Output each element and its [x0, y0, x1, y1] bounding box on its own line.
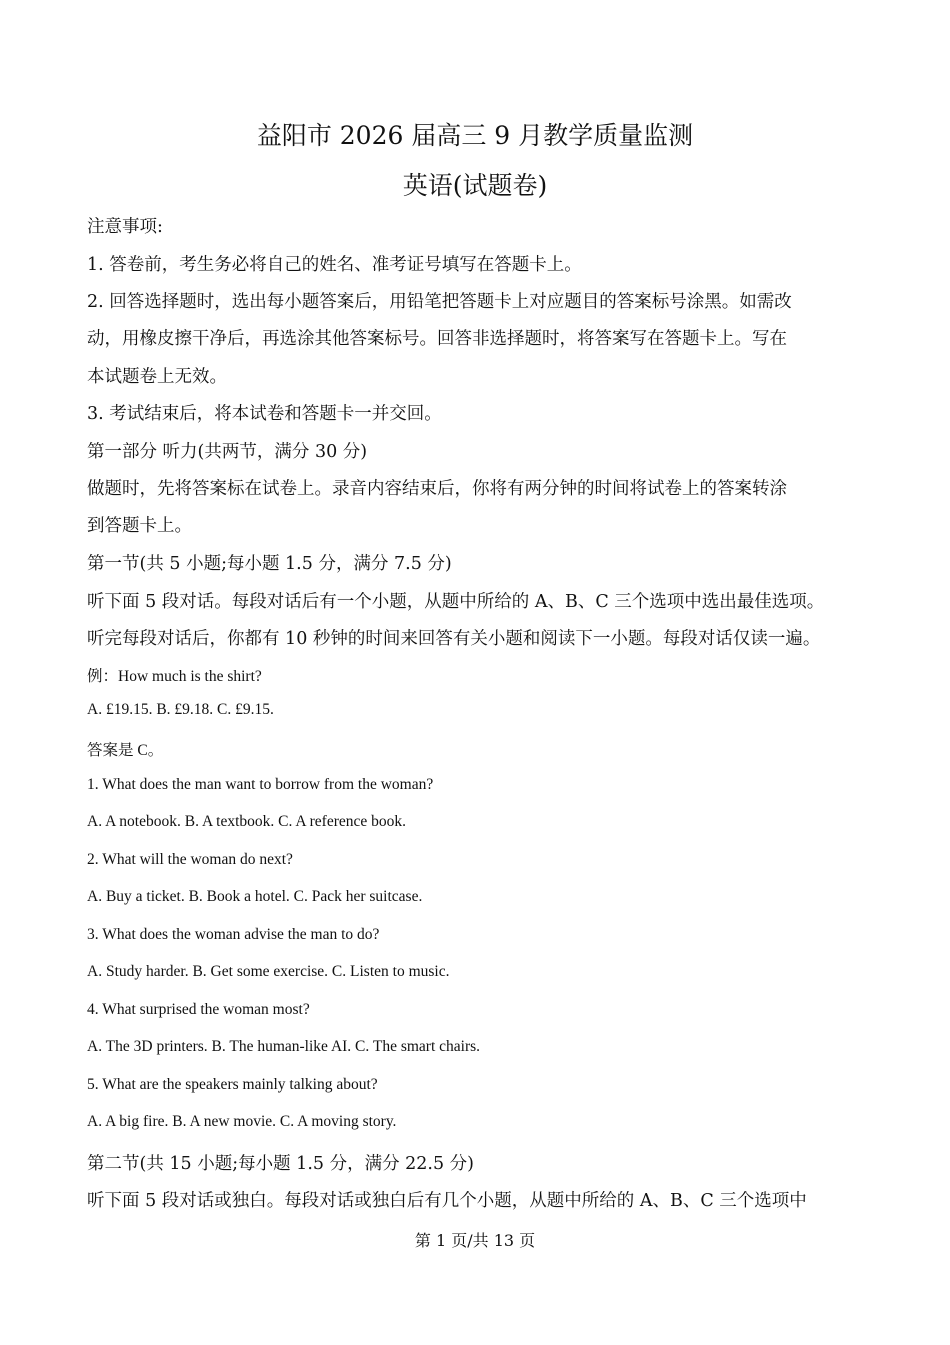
question-3-stem: 3. What does the woman advise the man to do?	[87, 926, 380, 943]
question-2-options: A. Buy a ticket. B. Book a hotel. C. Pack her suitcase.	[87, 888, 423, 905]
question-1-options: A. A notebook. B. A textbook. C. A reference book.	[87, 813, 407, 830]
part1-intro-line-1: 做题时，先将答案标在试卷上。录音内容结束后，你将有两分钟的时间将试卷上的答案转涂	[87, 479, 787, 499]
question-4-options: A. The 3D printers. B. The human-like AI. C. The smart chairs.	[87, 1038, 481, 1055]
section1-intro-line-1: 听下面 5 段对话。每段对话后有一个小题，从题中所给的 A、B、C 三个选项中选出最佳选项。	[87, 592, 825, 612]
page-number: 第 1 页/共 13 页	[414, 1231, 536, 1250]
section1-intro-line-2: 听完每段对话后，你都有 10 秒钟的时间来回答有关小题和阅读下一小题。每段对话仅读一遍。	[87, 629, 821, 649]
part1-heading: 第一部分 听力(共两节，满分 30 分)	[87, 442, 368, 462]
section1-heading: 第一节(共 5 小题;每小题 1.5 分，满分 7.5 分)	[87, 554, 452, 574]
notice-item-3: 3. 考试结束后，将本试卷和答题卡一并交回。	[87, 404, 442, 424]
question-3-options: A. Study harder. B. Get some exercise. C. Listen to music.	[87, 963, 450, 980]
exam-subtitle: 英语(试题卷)	[402, 171, 548, 200]
section2-intro-line-1: 听下面 5 段对话或独白。每段对话或独白后有几个小题，从题中所给的 A、B、C 三个选项中	[87, 1191, 807, 1211]
example-question: 例：How much is the shirt?	[87, 668, 262, 685]
notice-item-2-line-3: 本试题卷上无效。	[87, 367, 227, 387]
section2-heading: 第二节(共 15 小题;每小题 1.5 分，满分 22.5 分)	[87, 1154, 474, 1174]
notice-item-1: 1. 答卷前，考生务必将自己的姓名、准考证号填写在答题卡上。	[87, 255, 582, 275]
notice-item-2-line-2: 动，用橡皮擦干净后，再选涂其他答案标号。回答非选择题时，将答案写在答题卡上。写在	[87, 329, 787, 349]
question-4-stem: 4. What surprised the woman most?	[87, 1001, 310, 1018]
notice-heading: 注意事项:	[87, 217, 163, 237]
part1-intro-line-2: 到答题卡上。	[87, 516, 192, 536]
notice-item-2-line-1: 2. 回答选择题时，选出每小题答案后，用铅笔把答题卡上对应题目的答案标号涂黑。如需改	[87, 292, 792, 312]
question-5-options: A. A big fire. B. A new movie. C. A moving story.	[87, 1113, 397, 1130]
exam-title: 益阳市 2026 届高三 9 月教学质量监测	[256, 121, 694, 150]
example-answer: 答案是 C。	[87, 742, 164, 759]
example-options: A. £19.15. B. £9.18. C. £9.15.	[87, 701, 274, 718]
question-2-stem: 2. What will the woman do next?	[87, 851, 293, 868]
question-5-stem: 5. What are the speakers mainly talking about?	[87, 1076, 378, 1093]
question-1-stem: 1. What does the man want to borrow from the woman?	[87, 776, 434, 793]
